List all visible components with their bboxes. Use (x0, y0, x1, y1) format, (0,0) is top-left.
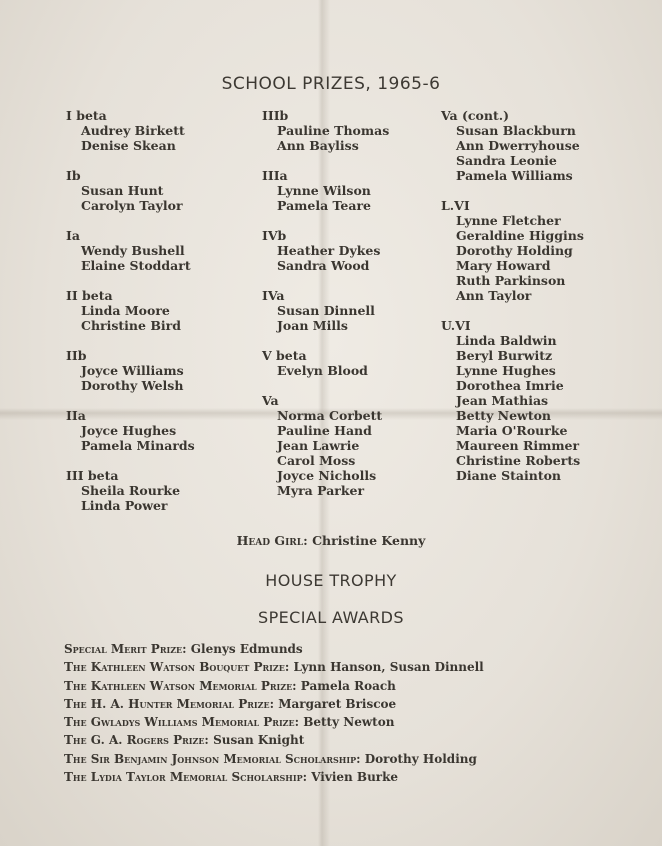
form-label: L.VI (441, 198, 470, 213)
prize-winner-name: Joyce Williams (81, 363, 184, 378)
prize-winner-name: Christine Roberts (456, 453, 581, 468)
prize-winner-name: Pamela Williams (456, 168, 573, 183)
prize-winner-name: Jean Lawrie (277, 438, 360, 453)
prize-winner-name: Pauline Thomas (277, 123, 390, 138)
prize-winner-name: Maureen Rimmer (456, 438, 580, 453)
prize-winner-name: Geraldine Higgins (456, 228, 584, 243)
prize-winner-name: Heather Dykes (277, 243, 381, 258)
prize-winner-name: Maria O'Rourke (456, 423, 568, 438)
form-group (262, 348, 389, 378)
form-group (441, 318, 584, 483)
prize-winner-name: Mary Howard (456, 258, 551, 273)
prize-winner-name: Pamela Teare (277, 198, 372, 213)
head-girl-label: Head Girl: (236, 533, 308, 548)
prize-winner-name: Pamela Minards (81, 438, 195, 453)
form-label: Va (262, 393, 279, 408)
prize-winner-name: Betty Newton (456, 408, 552, 423)
form-group (66, 108, 195, 153)
form-label: I beta (66, 108, 107, 123)
form-label: IIb (66, 348, 87, 363)
form-group (262, 228, 389, 273)
special-awards-list (64, 640, 484, 786)
prize-winner-name: Lynne Wilson (277, 183, 371, 198)
prize-winner-name: Beryl Burwitz (456, 348, 553, 363)
form-label: IIIa (262, 168, 288, 183)
special-award-row (64, 713, 484, 731)
award-recipient: Lynn Hanson, Susan Dinnell (293, 660, 484, 675)
prize-winner-name: Joyce Nicholls (277, 468, 377, 483)
award-prize-name: The Sir Benjamin Johnson Memorial Scholarship: (64, 751, 361, 766)
special-award-row (64, 731, 484, 749)
prize-winner-name: Carolyn Taylor (81, 198, 183, 213)
prize-winner-name: Sandra Wood (277, 258, 370, 273)
prize-winner-name: Sandra Leonie (456, 153, 557, 168)
form-group (66, 228, 195, 273)
special-award-row (64, 640, 484, 658)
prize-winner-name: Norma Corbett (277, 408, 383, 423)
form-group (441, 108, 584, 183)
form-label: IIIb (262, 108, 289, 123)
award-recipient: Vivien Burke (311, 770, 399, 785)
form-group (262, 108, 389, 153)
form-group (66, 468, 195, 513)
prize-winner-name: Wendy Bushell (81, 243, 185, 258)
special-award-row (64, 768, 484, 786)
prize-winner-name: Christine Bird (81, 318, 181, 333)
award-recipient: Betty Newton (303, 715, 395, 730)
prize-winner-name: Carol Moss (277, 453, 356, 468)
prize-winner-name: Lynne Fletcher (456, 213, 561, 228)
form-group (441, 198, 584, 303)
prize-winner-name: Sheila Rourke (81, 483, 181, 498)
prize-winner-name: Linda Baldwin (456, 333, 557, 348)
prize-winner-name: Diane Stainton (456, 468, 562, 483)
award-recipient: Glenys Edmunds (190, 642, 303, 656)
prize-column-1 (66, 108, 195, 528)
special-award-row (64, 677, 484, 695)
prize-winner-name: Denise Skean (81, 138, 176, 153)
form-group (66, 348, 195, 393)
prize-winner-name: Audrey Birkett (81, 123, 185, 138)
form-group (262, 393, 389, 498)
prize-winner-name: Susan Hunt (81, 183, 164, 198)
prize-winner-name: Dorothy Welsh (81, 378, 184, 393)
prize-winner-name: Susan Blackburn (456, 123, 576, 138)
form-label: II beta (66, 288, 113, 303)
head-girl-name: Christine Kenny (312, 533, 426, 548)
form-group (66, 408, 195, 453)
document-title: SCHOOL PRIZES, 1965-6 (221, 74, 441, 94)
award-prize-name: The Lydia Taylor Memorial Scholarship: (64, 770, 308, 785)
award-prize-name: The Gwladys Williams Memorial Prize: (64, 715, 300, 730)
special-award-row (64, 750, 484, 768)
award-prize-name: The H. A. Hunter Memorial Prize: (64, 696, 275, 711)
prize-winner-name: Joan Mills (277, 318, 348, 333)
prize-column-3 (441, 108, 584, 498)
form-label: V beta (262, 348, 307, 363)
form-label: IIa (66, 408, 86, 423)
award-prize-name: Special Merit Prize: (64, 642, 187, 656)
form-label: Ib (66, 168, 81, 183)
prize-winner-name: Pauline Hand (277, 423, 372, 438)
form-group (66, 288, 195, 333)
prize-winner-name: Elaine Stoddart (81, 258, 191, 273)
special-award-row (64, 695, 484, 713)
prize-winner-name: Dorothea Imrie (456, 378, 564, 393)
award-recipient: Dorothy Holding (364, 751, 477, 766)
award-recipient: Margaret Briscoe (278, 696, 397, 711)
prize-winner-name: Susan Dinnell (277, 303, 375, 318)
prize-winner-name: Evelyn Blood (277, 363, 368, 378)
prize-winner-name: Linda Moore (81, 303, 170, 318)
form-label: III beta (66, 468, 119, 483)
prize-winner-name: Linda Power (81, 498, 168, 513)
prize-winner-name: Lynne Hughes (456, 363, 556, 378)
form-label: IVb (262, 228, 287, 243)
prize-winner-name: Jean Mathias (456, 393, 549, 408)
form-group (262, 288, 389, 333)
prize-winner-name: Joyce Hughes (81, 423, 177, 438)
prize-winner-name: Myra Parker (277, 483, 365, 498)
award-prize-name: The G. A. Rogers Prize: (64, 733, 209, 748)
form-group (66, 168, 195, 213)
special-award-row (64, 658, 484, 676)
house-trophy-heading: HOUSE TROPHY (265, 571, 397, 590)
award-prize-name: The Kathleen Watson Memorial Prize: (64, 678, 297, 693)
form-label: Va (cont.) (441, 108, 509, 123)
form-group (262, 168, 389, 213)
special-awards-heading: SPECIAL AWARDS (258, 608, 404, 627)
prize-winner-name: Ann Taylor (456, 288, 532, 303)
prize-winner-name: Ann Bayliss (277, 138, 359, 153)
form-label: U.VI (441, 318, 471, 333)
award-prize-name: The Kathleen Watson Bouquet Prize: (64, 660, 290, 675)
award-recipient: Pamela Roach (300, 678, 396, 693)
prize-winner-name: Dorothy Holding (456, 243, 573, 258)
prize-winner-name: Ruth Parkinson (456, 273, 566, 288)
form-label: Ia (66, 228, 80, 243)
prize-column-2 (262, 108, 389, 513)
prize-winner-name: Ann Dwerryhouse (456, 138, 580, 153)
form-label: IVa (262, 288, 285, 303)
award-recipient: Susan Knight (213, 733, 305, 748)
head-girl-line (0, 533, 662, 548)
